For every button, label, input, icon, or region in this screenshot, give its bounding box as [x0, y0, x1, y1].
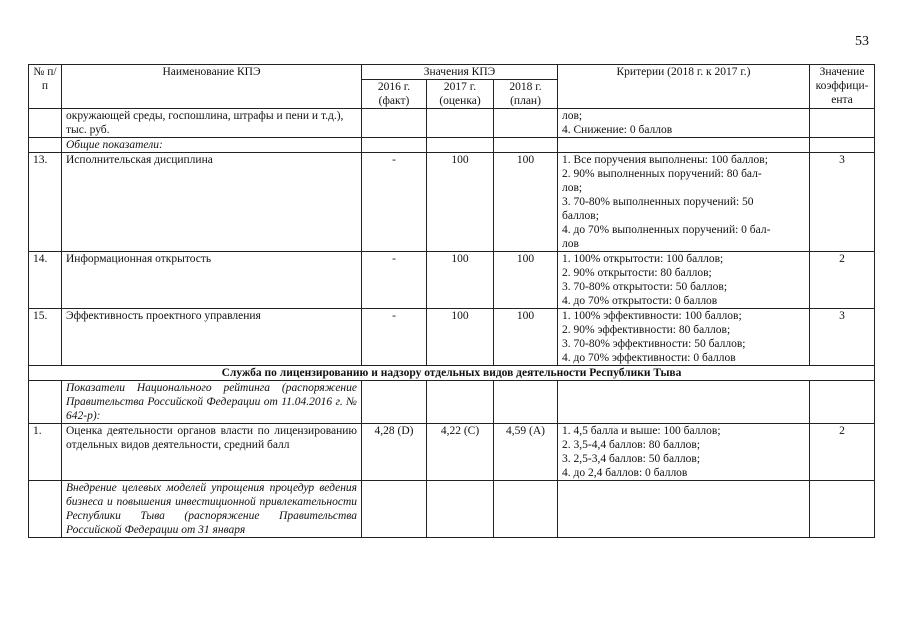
- criteria-line: 1. 100% эффективности: 100 баллов;: [562, 310, 742, 322]
- coef-value: 3: [810, 153, 875, 252]
- criteria-line: 2. 3,5-4,4 баллов: 80 баллов;: [562, 439, 701, 451]
- row-num: 13.: [29, 153, 62, 252]
- group-label: Показатели Национального рейтинга (распоряжение Правительства Российской Федерации от 11.04.2016 г. № 642-р):: [62, 381, 362, 424]
- criteria-line: 4. до 70% открытости: 0 баллов: [562, 295, 718, 307]
- table-row: [29, 481, 875, 538]
- header-2018: 2018 г. (план): [494, 80, 558, 109]
- criteria-line: 2. 90% открытости: 80 баллов;: [562, 267, 712, 279]
- value-2018: 4,59 (A): [494, 424, 558, 481]
- criteria-line: 3. 70-80% открытости: 50 баллов;: [562, 281, 728, 293]
- table-row: [29, 309, 875, 366]
- criteria-line: 1. 100% открытости: 100 баллов;: [562, 253, 724, 265]
- row-num: 15.: [29, 309, 62, 366]
- criteria-line: 2. 90% выполненных поручений: 80 бал-: [562, 168, 762, 180]
- criteria-line: лов: [562, 238, 579, 250]
- row-num: 14.: [29, 252, 62, 309]
- criteria-cell: [558, 109, 810, 138]
- value-2018: 100: [494, 252, 558, 309]
- coef-value: 2: [810, 424, 875, 481]
- kpe-name: окружающей среды, госпошлина, штрафы и пени и т.д.), тыс. руб.: [62, 109, 362, 138]
- criteria-cell: [558, 424, 810, 481]
- header-values-group: Значения КПЭ: [362, 65, 558, 80]
- kpe-name: Эффективность проектного управления: [62, 309, 362, 366]
- table-row: [29, 252, 875, 309]
- criteria-line: лов;: [562, 182, 583, 194]
- table-row: [29, 381, 875, 424]
- criteria-line: 4. до 2,4 баллов: 0 баллов: [562, 467, 688, 479]
- value-2016: -: [362, 252, 427, 309]
- kpe-name: Исполнительская дисциплина: [62, 153, 362, 252]
- section-title: Служба по лицензированию и надзору отдельных видов деятельности Республики Тыва: [29, 366, 875, 381]
- header-coef: Значение коэффици- ента: [810, 65, 875, 109]
- kpe-name: Оценка деятельности органов власти по лицензированию отдельных видов деятельности, средний балл: [62, 424, 362, 481]
- value-2017: 100: [427, 153, 494, 252]
- criteria-cell: [558, 309, 810, 366]
- group-label: Внедрение целевых моделей упрощения процедур ведения бизнеса и повышения инвестиционной привлекательности Республики Тыва (распоряжение Правительства Российской Федерации от 31 января: [62, 481, 362, 538]
- criteria-line: 2. 90% эффективности: 80 баллов;: [562, 324, 731, 336]
- criteria-line: 4. до 70% эффективности: 0 баллов: [562, 352, 736, 364]
- criteria-line: 1. Все поручения выполнены: 100 баллов;: [562, 154, 768, 166]
- group-label: Общие показатели:: [62, 138, 362, 153]
- header-2017: 2017 г. (оценка): [427, 80, 494, 109]
- value-2017: 100: [427, 309, 494, 366]
- criteria-line: 3. 70-80% выполненных поручений: 50: [562, 196, 754, 208]
- header-2016: 2016 г. (факт): [362, 80, 427, 109]
- header-num: № п/п: [29, 65, 62, 109]
- table-row: [29, 424, 875, 481]
- value-2017: 4,22 (C): [427, 424, 494, 481]
- criteria-line: 3. 2,5-3,4 баллов: 50 баллов;: [562, 453, 701, 465]
- table-row: [29, 109, 875, 138]
- value-2018: 100: [494, 309, 558, 366]
- value-2016: 4,28 (D): [362, 424, 427, 481]
- criteria-line: 4. Снижение: 0 баллов: [562, 124, 673, 136]
- page-number: 53: [855, 34, 869, 49]
- coef-value: 3: [810, 309, 875, 366]
- criteria-line: лов;: [562, 110, 583, 122]
- kpe-table: [28, 64, 875, 538]
- value-2016: -: [362, 309, 427, 366]
- header-criteria: Критерии (2018 г. к 2017 г.): [558, 65, 810, 109]
- value-2017: 100: [427, 252, 494, 309]
- value-2016: -: [362, 153, 427, 252]
- criteria-line: 3. 70-80% эффективности: 50 баллов;: [562, 338, 746, 350]
- criteria-cell: [558, 252, 810, 309]
- criteria-line: баллов;: [562, 210, 599, 222]
- header-row: [29, 65, 875, 80]
- criteria-line: 1. 4,5 балла и выше: 100 баллов;: [562, 425, 721, 437]
- header-name: Наименование КПЭ: [62, 65, 362, 109]
- row-num: 1.: [29, 424, 62, 481]
- table-row: [29, 138, 875, 153]
- section-row: [29, 366, 875, 381]
- value-2018: 100: [494, 153, 558, 252]
- kpe-name: Информационная открытость: [62, 252, 362, 309]
- table-row: [29, 153, 875, 252]
- criteria-cell: [558, 153, 810, 252]
- coef-value: 2: [810, 252, 875, 309]
- criteria-line: 4. до 70% выполненных поручений: 0 бал-: [562, 224, 771, 236]
